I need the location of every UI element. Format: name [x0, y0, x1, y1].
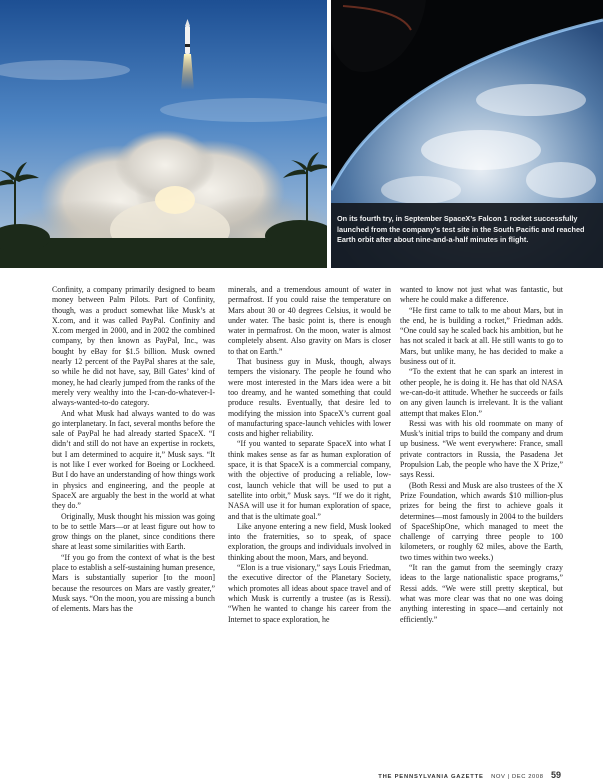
paragraph: “To the extent that he can spark an interest in other people, he is doing it. He has that old NASA we-can-do-it attitude. Whether he succeeds or fails on any given launch is irrelevant. It is the valiant attempt that makes Elon.” — [400, 367, 563, 418]
paragraph: “If you go from the context of what is the best place to establish a self-sustaining human presence, Mars is substantially superior [to the moon] because the resources on Mars are vastly greater,” Musk says. “On the moon, you are missing a bunch of elements. Mars has the — [52, 552, 215, 614]
issue-date: NOV | DEC 2008 — [491, 774, 544, 780]
page-footer — [378, 765, 561, 783]
paragraph: “He first came to talk to me about Mars, but in the end, he is building a rocket,” Friedman adds. “One could say he scaled back his ambition, but he has not scaled it back at all. He still wants to go to Mars, but unlike many, he has decided to make a business out of it. — [400, 305, 563, 367]
article-column-2 — [228, 285, 391, 625]
magazine-name: THE PENNSYLVANIA GAZETTE — [378, 774, 484, 780]
paragraph: Confinity, a company primarily designed to beam money between Palm Pilots. Part of Confinity, though, was a product somewhat like Musk’s at X.com, and it was called PayPal. Confinity and X.com merged in 2000, and in 2002 the combined company, by then known as PayPal, Inc., was bought by eBay for $1.5 billion. Musk owned nearly 12 percent of the PayPal shares at the sale, so while he did not have, say, Bill Gates’ kind of money, he had clearly jumped from the ranks of the merely very wealthy into the I-can-do-whatever-I-always-wanted-to-do category. — [52, 285, 215, 408]
paragraph: Like anyone entering a new field, Musk looked into the fraternities, so to speak, of space exploration, the groups and individuals involved in thinking about the moon, Mars, and beyond. — [228, 521, 391, 562]
paragraph: “It ran the gamut from the seemingly crazy ideas to the large nationalistic space programs,” Ressi adds. “We were still pretty skeptical, but what was more clear was that no one was doing anything interesting in space—and certainly not efficiently.” — [400, 563, 563, 624]
photo-caption — [331, 203, 603, 268]
paragraph: (Both Ressi and Musk are also trustees of the X Prize Foundation, which awards $10 million-plus prizes for being the first to achieve goals it determines—most famously in 2004 to the builders of SpaceShipOne, which managed to meet the challenge of carrying three people to 100 kilometers, or roughly 62 miles, above the Earth, two times within two weeks.) — [400, 480, 563, 562]
paragraph: Originally, Musk thought his mission was going to be to settle Mars—or at least figure out how to grow things on the planet, since conditions there share at least some similarities with Earth. — [52, 511, 215, 552]
paragraph: Ressi was with his old roommate on many of Musk’s initial trips to build the company and drum up business. “We went everywhere: France, small private contractors in Russia, the Pasadena Jet Propulsion Lab, the people who have the X Prize,” says Ressi. — [400, 418, 563, 480]
paragraph: wanted to know not just what was fantastic, but where he could make a difference. — [400, 285, 563, 305]
page-number: 59 — [550, 770, 561, 780]
article-column-3 — [400, 285, 563, 625]
rocket-launch-photo — [0, 0, 327, 268]
article-column-1 — [52, 285, 215, 615]
paragraph: “Elon is a true visionary,” says Louis Friedman, the executive director of the Planetary Society, which promotes all ideas about space travel and of which Musk is currently a trustee (as is Ressi). “When he wanted to change his career from the Internet to space exploration, he — [228, 563, 391, 624]
paragraph: “If you wanted to separate SpaceX into what I think makes sense as far as human exploration of space, it is that SpaceX is a commercial company, with the objective of producing a reliable, low-cost, launch vehicle that will be used to put a satellite into orbit,” Musk says. “If we do it right, NASA will use it for human exploration of space, and that is the ultimate goal.” — [228, 439, 391, 521]
photo-caption-text: On its fourth try, in September SpaceX’s Falcon 1 rocket successfully launched from the company’s test site in the South Pacific and reached Earth orbit after about nine-and-a-half minutes in flight. — [337, 214, 585, 245]
paragraph: That business guy in Musk, though, always tempers the visionary. The people he found who were most interested in the Mars idea were a bit too dreamy, and he wanted something that could produce results. Eventually, that desire led to modifying the mission into SpaceX’s current goal of manufacturing space-launch vehicles with lower costs and higher reliability. — [228, 357, 391, 439]
paragraph: And what Musk had always wanted to do was go interplanetary. In fact, several months before the sale of PayPal he had already started SpaceX. “I didn’t and still do not have an expertise in rockets, but I am determined to acquire it,” Musk says. “It is not like I ever worked for Boeing or Lockheed. But I do have an understanding of how things work in physics and engineering, and the people at SpaceX are arguably the best in the world at what they do.” — [52, 408, 215, 511]
paragraph: minerals, and a tremendous amount of water in permafrost. If you could raise the temperature on Mars about 30 or 40 degrees Celsius, it would be under water. The basic point is, there is enough water in permafrost. On the moon, water is almost completely absent. Also gravity on Mars is closer to that on Earth.” — [228, 285, 391, 356]
